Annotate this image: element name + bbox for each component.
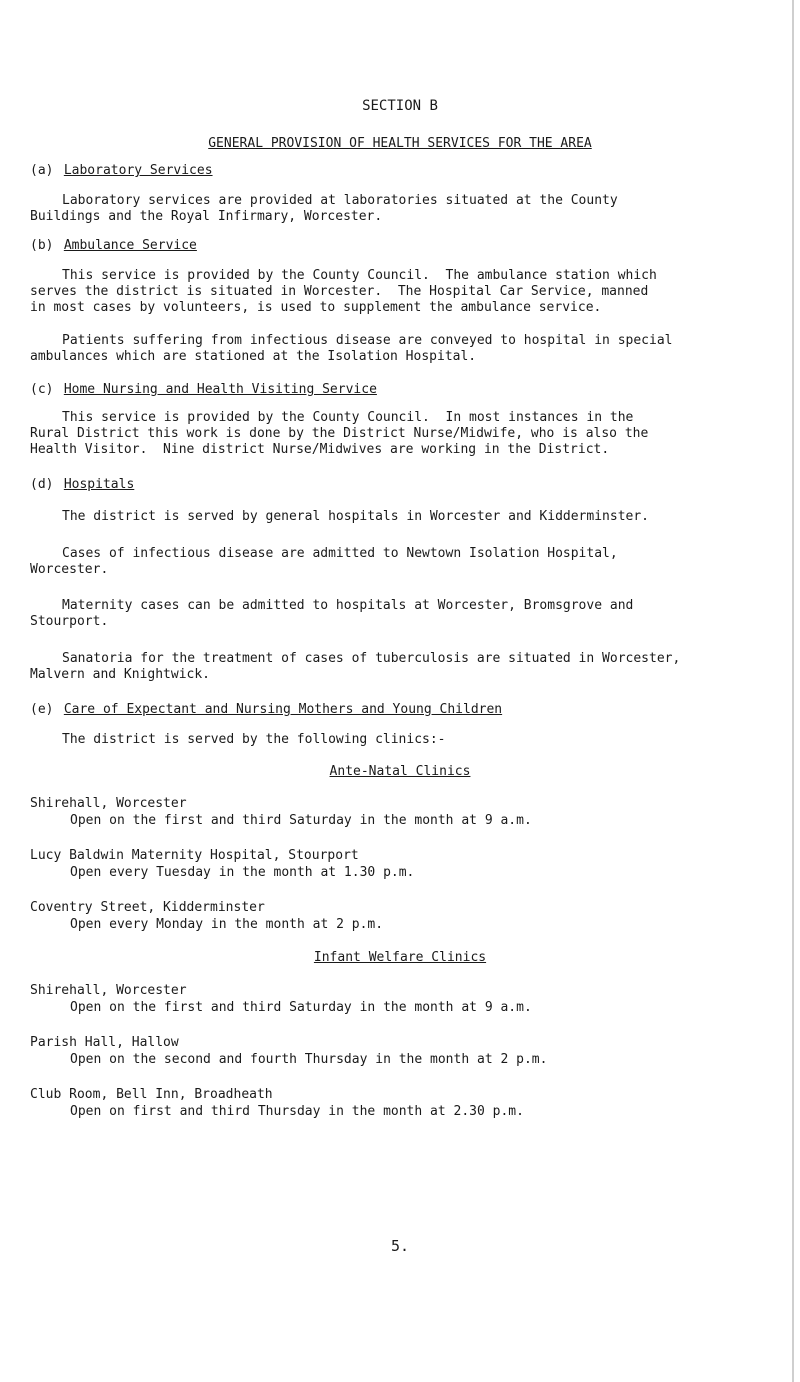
section-d-text-line: Cases of infectious disease are admitted to Newtown Isolation Hospital, bbox=[62, 546, 618, 561]
clinic-place: Lucy Baldwin Maternity Hospital, Stourport bbox=[30, 848, 359, 863]
section-b-text-line: This service is provided by the County Council. The ambulance station which bbox=[62, 268, 657, 283]
section-b-heading bbox=[30, 238, 770, 254]
section-c-text-line: This service is provided by the County Council. In most instances in the bbox=[62, 410, 634, 425]
section-e-label: (e) bbox=[30, 702, 54, 717]
page-number: 5. bbox=[390, 1237, 410, 1255]
clinic-hours: Open every Monday in the month at 2 p.m. bbox=[70, 917, 384, 932]
section-d-title: Hospitals bbox=[63, 477, 135, 492]
clinic-place: Club Room, Bell Inn, Broadheath bbox=[30, 1087, 273, 1102]
section-b-text-line: Patients suffering from infectious disease are conveyed to hospital in special bbox=[62, 333, 673, 348]
clinic-place: Coventry Street, Kidderminster bbox=[30, 900, 265, 915]
section-a-heading bbox=[30, 163, 770, 179]
section-d-label: (d) bbox=[30, 477, 54, 492]
section-d-text-line: Sanatoria for the treatment of cases of tuberculosis are situated in Worcester, bbox=[62, 651, 681, 666]
section-b-text-line: serves the district is situated in Worcester. The Hospital Car Service, manned bbox=[30, 284, 649, 299]
section-b-text-line: ambulances which are stationed at the Isolation Hospital. bbox=[30, 349, 477, 364]
clinic-place: Shirehall, Worcester bbox=[30, 796, 187, 811]
section-a-label: (a) bbox=[30, 163, 54, 178]
clinic-hours: Open on first and third Thursday in the month at 2.30 p.m. bbox=[70, 1104, 524, 1119]
section-a-text-line: Buildings and the Royal Infirmary, Worcester. bbox=[30, 209, 383, 224]
section-c-text-line: Health Visitor. Nine district Nurse/Midwives are working in the District. bbox=[30, 442, 610, 457]
section-d-text-line: Maternity cases can be admitted to hospitals at Worcester, Bromsgrove and bbox=[62, 598, 634, 613]
section-e-title: Care of Expectant and Nursing Mothers and Young Children bbox=[63, 702, 503, 717]
section-d-text-line: Worcester. bbox=[30, 562, 109, 577]
section-b-label: (b) bbox=[30, 238, 54, 253]
section-a-title: Laboratory Services bbox=[63, 163, 213, 178]
section-c-heading bbox=[30, 382, 770, 398]
clinic-hours: Open on the first and third Saturday in the month at 9 a.m. bbox=[70, 813, 532, 828]
clinic-hours: Open on the second and fourth Thursday in the month at 2 p.m. bbox=[70, 1052, 548, 1067]
section-c-text-line: Rural District this work is done by the District Nurse/Midwife, who is also the bbox=[30, 426, 649, 441]
antenatal-heading: Ante-Natal Clinics bbox=[329, 764, 471, 779]
section-e-heading bbox=[30, 702, 770, 718]
infant-welfare-heading: Infant Welfare Clinics bbox=[313, 950, 487, 965]
section-title: SECTION B bbox=[362, 98, 438, 114]
section-d-text-line: The district is served by general hospitals in Worcester and Kidderminster. bbox=[62, 509, 649, 524]
clinic-place: Parish Hall, Hallow bbox=[30, 1035, 179, 1050]
section-d-text-line: Malvern and Knightwick. bbox=[30, 667, 211, 682]
section-b-title: Ambulance Service bbox=[63, 238, 197, 253]
clinic-hours: Open on the first and third Saturday in the month at 9 a.m. bbox=[70, 1000, 532, 1015]
main-heading: GENERAL PROVISION OF HEALTH SERVICES FOR THE AREA bbox=[208, 136, 592, 151]
section-b-text-line: in most cases by volunteers, is used to supplement the ambulance service. bbox=[30, 300, 602, 315]
section-c-label: (c) bbox=[30, 382, 54, 397]
section-e-intro: The district is served by the following clinics:- bbox=[62, 732, 446, 747]
section-c-title: Home Nursing and Health Visiting Service bbox=[63, 382, 377, 397]
section-d-heading bbox=[30, 477, 770, 493]
clinic-hours: Open every Tuesday in the month at 1.30 p.m. bbox=[70, 865, 415, 880]
section-d-text-line: Stourport. bbox=[30, 614, 109, 629]
clinic-place: Shirehall, Worcester bbox=[30, 983, 187, 998]
section-a-text-line: Laboratory services are provided at laboratories situated at the County bbox=[62, 193, 618, 208]
